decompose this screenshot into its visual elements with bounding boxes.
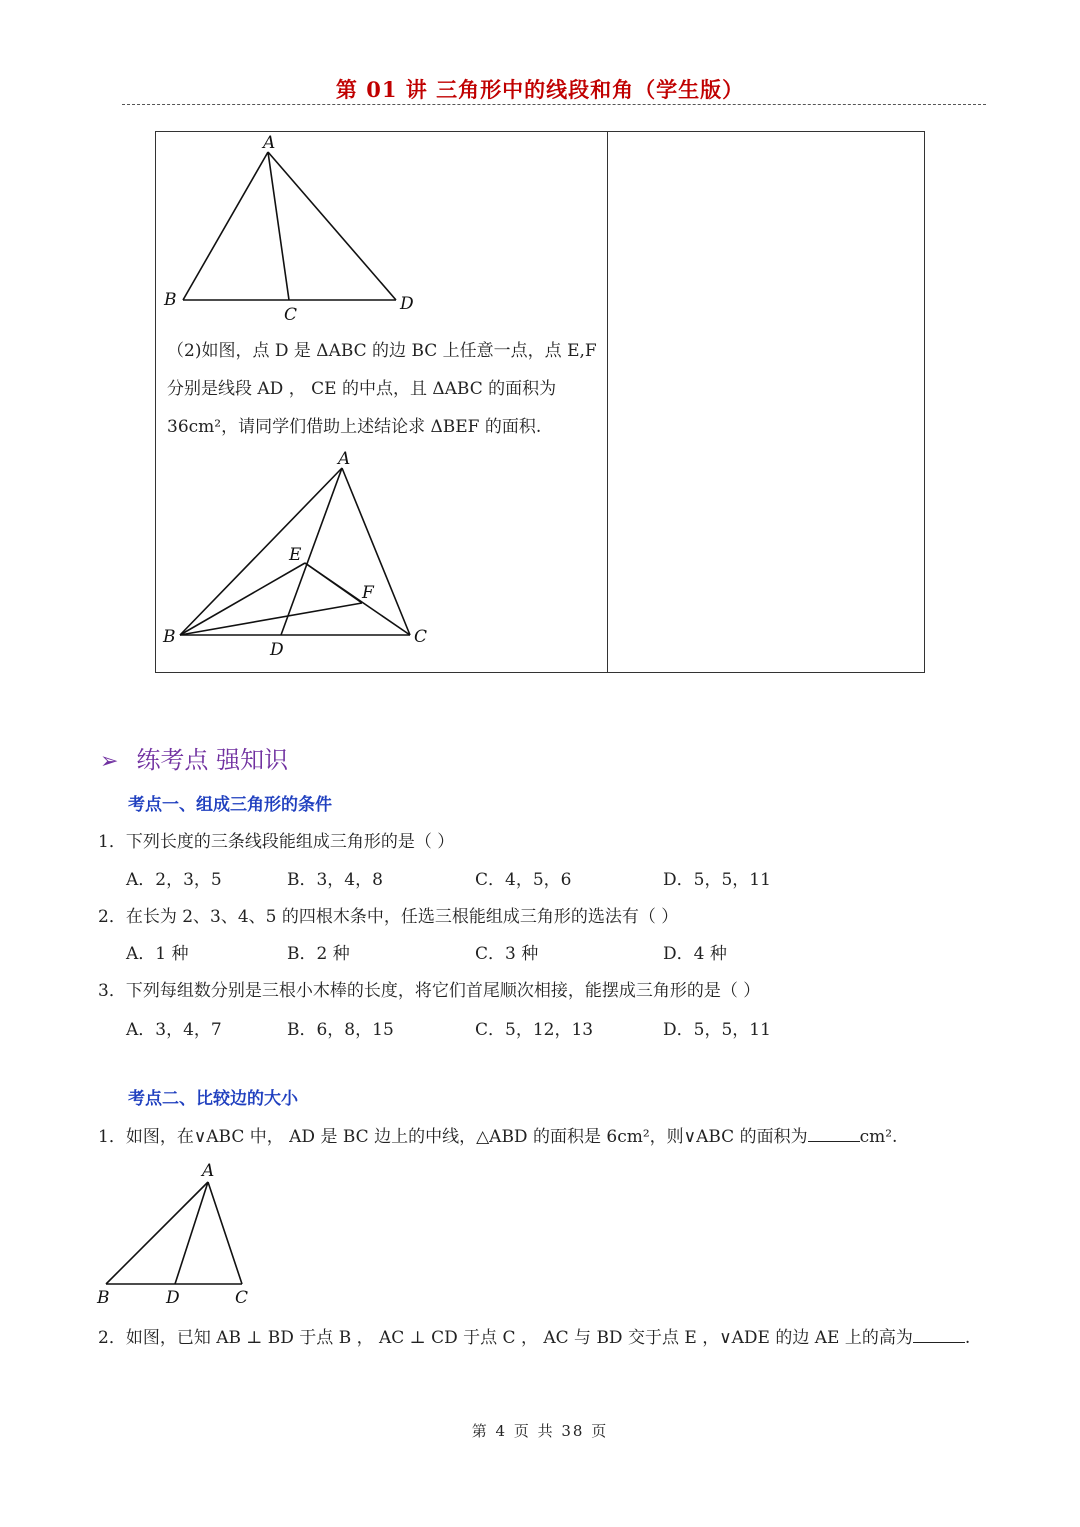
problem-2-line2: 分别是线段 AD ， CE 的中点，且 ΔABC 的面积为 [167, 379, 557, 399]
seg3-ad [175, 1182, 208, 1284]
k2-q1-text: 1．如图，在∨ABC 中， AD 是 BC 边上的中线，△ABD 的面积是 6cm²，则∨ABC 的面积为 [98, 1127, 808, 1147]
k1-q1-stem: 1．下列长度的三条线段能组成三角形的是（ ） [98, 832, 455, 852]
section-heading-text: 练考点 强知识 [136, 746, 289, 774]
arrow-bullet-icon: ➢ [100, 749, 119, 774]
fig2-label-d: D [270, 640, 284, 660]
k1-q2-option-c: C．3 种 [475, 944, 539, 964]
k1-q2-option-b: B．2 种 [287, 944, 350, 964]
page-title: 第 01 讲 三角形中的线段和角（学生版） [335, 77, 745, 102]
page-footer: 第 4 页 共 38 页 [471, 1422, 609, 1440]
k2-q1-unit: cm². [859, 1127, 898, 1147]
fig1-label-a: A [263, 133, 276, 153]
fig2-label-b: B [163, 627, 176, 647]
k2-q2-text: 2．如图，已知 AB ⊥ BD 于点 B ， AC ⊥ CD 于点 C ， AC 与 BD 交于点 E ，∨ADE 的边 AE 上的高为 [98, 1328, 913, 1348]
fig2-label-f: F [362, 583, 374, 603]
problem-2-line1: （2)如图，点 D 是 ΔABC 的边 BC 上任意一点，点 E,F [167, 341, 597, 361]
kaodian-1-title: 考点一、组成三角形的条件 [128, 795, 332, 815]
seg3-ac [208, 1182, 242, 1284]
k1-q2-stem: 2．在长为 2、3、4、5 的四根木条中，任选三根能组成三角形的选法有（ ） [98, 907, 679, 927]
k1-q1-option-a: A．2，3，5 [126, 870, 222, 890]
fig3-label-c: C [235, 1288, 249, 1308]
fig2-label-c: C [414, 627, 428, 647]
fig2-label-e: E [289, 545, 302, 565]
k1-q1-option-b: B．3，4，8 [287, 870, 383, 890]
k1-q1-option-d: D．5，5，11 [663, 870, 771, 890]
fig1-label-d: D [400, 294, 414, 314]
k1-q3-option-c: C．5，12，13 [475, 1020, 594, 1040]
k1-q1-option-c: C．4，5，6 [475, 870, 572, 890]
k1-q2-option-d: D．4 种 [663, 944, 727, 964]
fig1-label-b: B [164, 290, 177, 310]
k2-q2-stem [98, 1323, 970, 1348]
fig1-label-c: C [284, 305, 298, 325]
answer-blank [913, 1326, 965, 1343]
k2-q2-end: . [964, 1328, 971, 1348]
k1-q3-stem: 3．下列每组数分别是三根小木棒的长度，将它们首尾顺次相接，能摆成三角形的是（ ） [98, 981, 761, 1001]
fig2-label-a: A [338, 449, 351, 469]
k1-q3-option-d: D．5，5，11 [663, 1020, 771, 1040]
kaodian-2-title: 考点二、比较边的大小 [128, 1089, 298, 1109]
fig3-label-b: B [97, 1288, 110, 1308]
problem-2-line3: 36cm²，请同学们借助上述结论求 ΔBEF 的面积. [167, 417, 542, 437]
k1-q3-option-a: A．3，4，7 [126, 1020, 222, 1040]
seg3-ab [106, 1182, 208, 1284]
fig3-label-a: A [202, 1161, 215, 1181]
k1-q3-option-b: B．6，8，15 [287, 1020, 394, 1040]
fig3-label-d: D [166, 1288, 180, 1308]
k1-q2-option-a: A．1 种 [126, 944, 189, 964]
